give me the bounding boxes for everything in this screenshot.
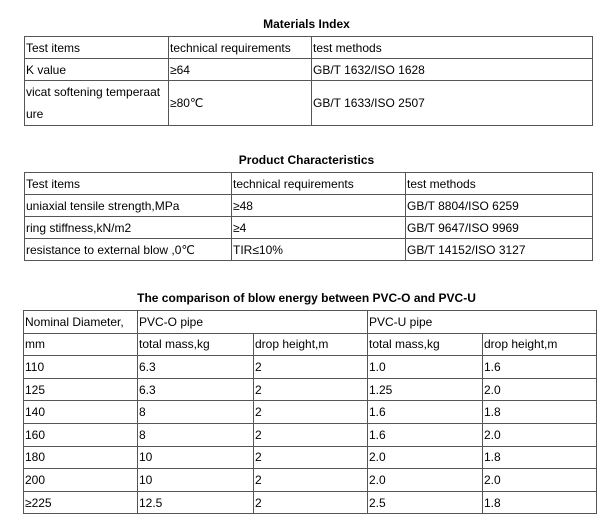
materials-index-table [24,36,593,126]
table-row [24,423,597,446]
table-cell: ring stiffness,kN/m2 [25,217,232,239]
table-cell: 2 [254,446,368,469]
table-cell: 1.8 [483,491,597,514]
table-cell: K value [25,59,169,81]
table-cell: GB/T 1633/ISO 2507 [312,81,593,126]
table-row [24,356,597,379]
table-cell: vicat softening temperaat ure [25,81,169,126]
table-cell: TIR≤10% [232,239,406,261]
header-cell: Nominal Diameter, [24,311,138,334]
table-header-row [24,311,597,334]
table-cell: 2 [254,491,368,514]
table-row [24,469,597,492]
table-header-row [25,173,593,195]
header-cell: Test items [25,173,232,195]
table-cell: 2.0 [368,469,483,492]
table-cell: 2 [254,469,368,492]
table-cell: ≥225 [24,491,138,514]
table-cell: 10 [138,469,254,492]
table-row [25,59,593,81]
header-cell: Test items [25,37,169,59]
header-cell: test methods [406,173,593,195]
table-cell: uniaxial tensile strength,MPa [25,195,232,217]
header-cell: PVC-U pipe [368,311,597,334]
table-row [24,446,597,469]
table-row [25,195,593,217]
header-cell: mm [24,333,138,356]
table-cell: 160 [24,423,138,446]
table-cell: 8 [138,423,254,446]
table-cell: 2.5 [368,491,483,514]
table-cell: 8 [138,401,254,424]
header-cell: drop height,m [483,333,597,356]
table-row [25,239,593,261]
table-cell: 200 [24,469,138,492]
header-cell: technical requirements [169,37,312,59]
table-cell: ≥80℃ [169,81,312,126]
table-cell: 1.8 [483,446,597,469]
table-cell: GB/T 9647/ISO 9969 [406,217,593,239]
table-cell: 1.8 [483,401,597,424]
table-cell: 10 [138,446,254,469]
table-cell: ≥64 [169,59,312,81]
table-cell: 2.0 [483,469,597,492]
table-cell: GB/T 8804/ISO 6259 [406,195,593,217]
table-row [24,378,597,401]
table-row [24,491,597,514]
table-cell: ≥48 [232,195,406,217]
table-row [24,401,597,424]
table-cell: 1.6 [483,356,597,379]
product-characteristics-table [24,172,593,261]
table-cell: 140 [24,401,138,424]
table-cell: 6.3 [138,356,254,379]
table-cell: 180 [24,446,138,469]
table-cell: ≥4 [232,217,406,239]
table-row [25,217,593,239]
table-cell: 2 [254,401,368,424]
table-cell: 1.6 [368,401,483,424]
header-cell: total mass,kg [138,333,254,356]
table-cell: 1.6 [368,423,483,446]
header-cell: PVC-O pipe [138,311,368,334]
table-cell: 2.0 [483,378,597,401]
table-cell: 2.0 [483,423,597,446]
table-cell: 110 [24,356,138,379]
table-cell: GB/T 14152/ISO 3127 [406,239,593,261]
header-cell: test methods [312,37,593,59]
table-cell: resistance to external blow ,0℃ [25,239,232,261]
table-cell: 2 [254,356,368,379]
table-cell: 2 [254,378,368,401]
table-cell: 1.0 [368,356,483,379]
header-cell: technical requirements [232,173,406,195]
table-header-row [25,37,593,59]
product-characteristics-title: Product Characteristics [238,153,375,167]
blow-energy-table [23,310,597,514]
materials-index-title: Materials Index [263,17,350,31]
blow-energy-title: The comparison of blow energy between PVC-O and PVC-U [137,291,476,305]
table-cell: 2 [254,423,368,446]
table-cell: 2.0 [368,446,483,469]
table-row [25,81,593,126]
table-header-row [24,333,597,356]
table-cell: GB/T 1632/ISO 1628 [312,59,593,81]
header-cell: total mass,kg [368,333,483,356]
table-cell: 12.5 [138,491,254,514]
table-cell: 125 [24,378,138,401]
table-cell: 1.25 [368,378,483,401]
header-cell: drop height,m [254,333,368,356]
table-cell: 6.3 [138,378,254,401]
